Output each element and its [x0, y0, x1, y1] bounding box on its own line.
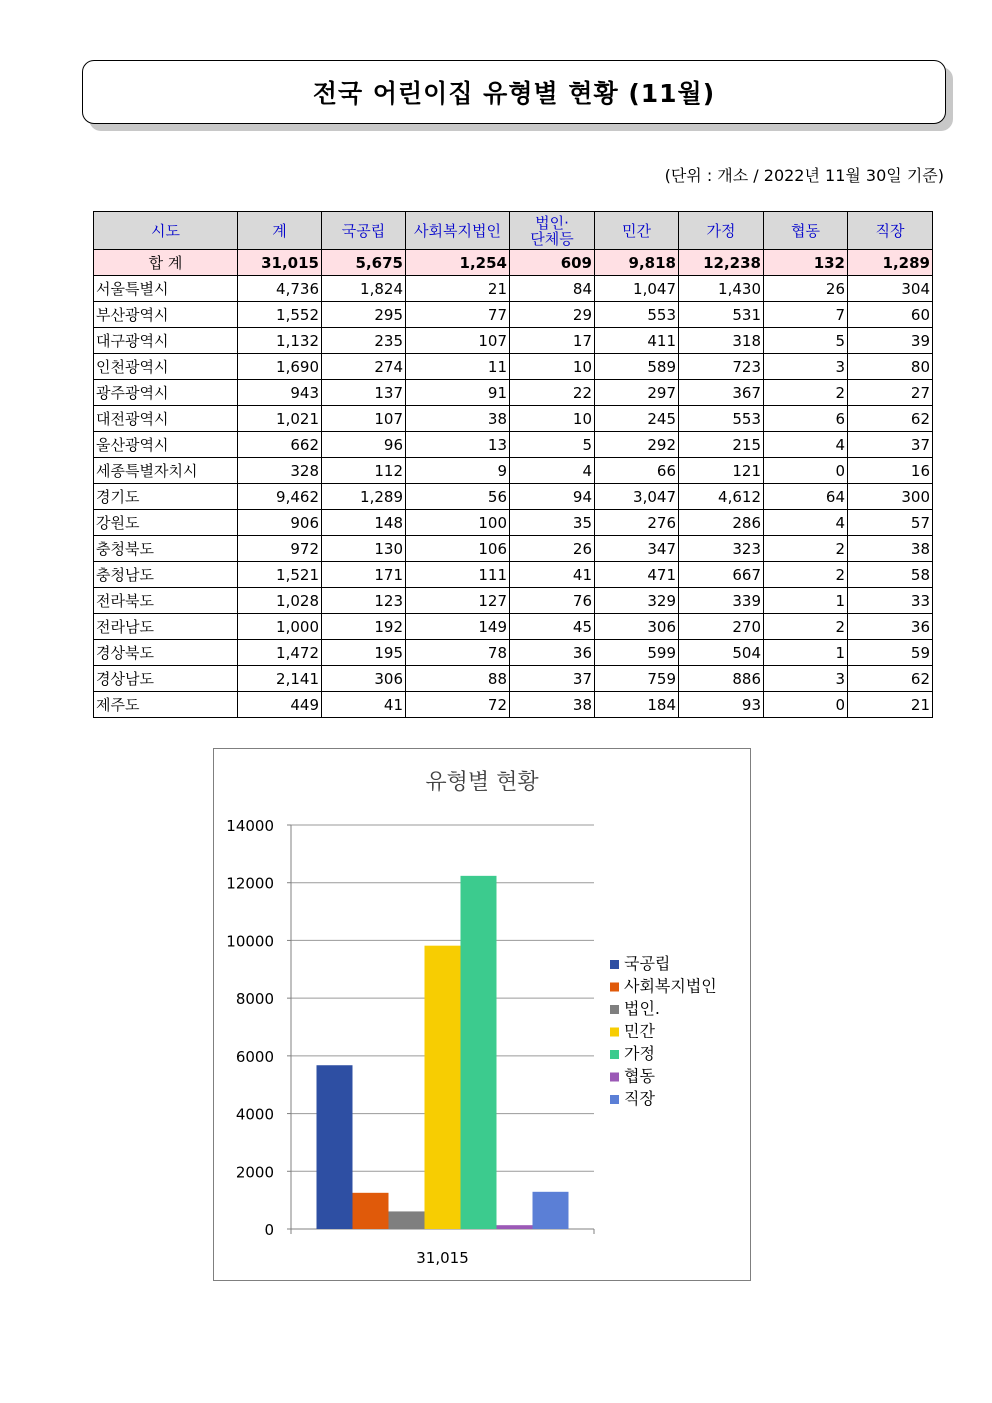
- value-cell: 553: [595, 302, 679, 328]
- total-row: [94, 250, 933, 276]
- value-cell: 286: [679, 510, 764, 536]
- value-cell: 723: [679, 354, 764, 380]
- value-cell: 37: [510, 666, 595, 692]
- value-cell: 4: [764, 510, 848, 536]
- region-cell: 경상남도: [94, 666, 238, 692]
- value-cell: 276: [595, 510, 679, 536]
- value-cell: 1,289: [322, 484, 406, 510]
- legend-swatch: [610, 960, 619, 969]
- legend-swatch: [610, 1095, 619, 1104]
- value-cell: 107: [322, 406, 406, 432]
- region-cell: 인천광역시: [94, 354, 238, 380]
- legend-label: 가정: [624, 1044, 655, 1063]
- value-cell: 1,690: [238, 354, 322, 380]
- table-row: [94, 692, 933, 718]
- y-tick-label: 14000: [226, 817, 274, 835]
- value-cell: 72: [406, 692, 510, 718]
- value-cell: 4: [764, 432, 848, 458]
- value-cell: 21: [848, 692, 933, 718]
- bar-chart: [214, 749, 750, 1280]
- value-cell: 1,521: [238, 562, 322, 588]
- value-cell: 318: [679, 328, 764, 354]
- value-cell: 1,028: [238, 588, 322, 614]
- value-cell: 906: [238, 510, 322, 536]
- region-cell: 경기도: [94, 484, 238, 510]
- legend-label: 민간: [624, 1021, 655, 1041]
- value-cell: 36: [510, 640, 595, 666]
- value-cell: 149: [406, 614, 510, 640]
- legend-swatch: [610, 1050, 619, 1059]
- value-cell: 39: [848, 328, 933, 354]
- bar-3: [389, 1211, 425, 1229]
- table-row: [94, 406, 933, 432]
- value-cell: 0: [764, 692, 848, 718]
- value-cell: 106: [406, 536, 510, 562]
- table-row: [94, 510, 933, 536]
- legend-label: 사회복지법인: [624, 976, 717, 996]
- table-row: [94, 380, 933, 406]
- value-cell: 192: [322, 614, 406, 640]
- value-cell: 62: [848, 406, 933, 432]
- value-cell: 66: [595, 458, 679, 484]
- value-cell: 10: [510, 354, 595, 380]
- value-cell: 2: [764, 380, 848, 406]
- region-cell: 제주도: [94, 692, 238, 718]
- bar-2: [353, 1193, 389, 1229]
- value-cell: 130: [322, 536, 406, 562]
- value-cell: 10: [510, 406, 595, 432]
- value-cell: 504: [679, 640, 764, 666]
- value-cell: 411: [595, 328, 679, 354]
- value-cell: 36: [848, 614, 933, 640]
- bar-4: [425, 946, 461, 1229]
- table-row: [94, 458, 933, 484]
- legend-label: 직장: [624, 1089, 655, 1108]
- value-cell: 297: [595, 380, 679, 406]
- value-cell: 37: [848, 432, 933, 458]
- value-cell: 11: [406, 354, 510, 380]
- header-cell: 직장: [848, 212, 933, 250]
- value-cell: 1,824: [322, 276, 406, 302]
- value-cell: 886: [679, 666, 764, 692]
- region-cell: 충청남도: [94, 562, 238, 588]
- value-cell: 137: [322, 380, 406, 406]
- value-cell: 45: [510, 614, 595, 640]
- value-cell: 96: [322, 432, 406, 458]
- value-cell: 367: [679, 380, 764, 406]
- value-cell: 329: [595, 588, 679, 614]
- region-cell: 경상북도: [94, 640, 238, 666]
- table-row: [94, 354, 933, 380]
- value-cell: 93: [679, 692, 764, 718]
- value-cell: 531: [679, 302, 764, 328]
- value-cell: 1,132: [238, 328, 322, 354]
- unit-note: (단위 : 개소 / 2022년 11월 30일 기준): [664, 166, 944, 185]
- value-cell: 943: [238, 380, 322, 406]
- region-cell: 강원도: [94, 510, 238, 536]
- region-cell: 대구광역시: [94, 328, 238, 354]
- value-cell: 77: [406, 302, 510, 328]
- value-cell: 62: [848, 666, 933, 692]
- value-cell: 5: [764, 328, 848, 354]
- value-cell: 21: [406, 276, 510, 302]
- value-cell: 107: [406, 328, 510, 354]
- value-cell: 22: [510, 380, 595, 406]
- chart-container: [213, 748, 751, 1281]
- value-cell: 4,612: [679, 484, 764, 510]
- region-cell: 전라남도: [94, 614, 238, 640]
- value-cell: 16: [848, 458, 933, 484]
- value-cell: 88: [406, 666, 510, 692]
- total-cell: 9,818: [595, 250, 679, 276]
- value-cell: 1,430: [679, 276, 764, 302]
- header-cell: 사회복지법인: [406, 212, 510, 250]
- value-cell: 4: [510, 458, 595, 484]
- table-row: [94, 276, 933, 302]
- total-label: 합 계: [94, 250, 238, 276]
- value-cell: 112: [322, 458, 406, 484]
- value-cell: 2: [764, 614, 848, 640]
- value-cell: 235: [322, 328, 406, 354]
- value-cell: 2,141: [238, 666, 322, 692]
- title-box: [82, 60, 946, 124]
- value-cell: 78: [406, 640, 510, 666]
- value-cell: 13: [406, 432, 510, 458]
- value-cell: 1: [764, 588, 848, 614]
- value-cell: 41: [510, 562, 595, 588]
- value-cell: 553: [679, 406, 764, 432]
- value-cell: 59: [848, 640, 933, 666]
- value-cell: 17: [510, 328, 595, 354]
- value-cell: 5: [510, 432, 595, 458]
- value-cell: 1,472: [238, 640, 322, 666]
- value-cell: 449: [238, 692, 322, 718]
- value-cell: 295: [322, 302, 406, 328]
- header-cell: 시도: [94, 212, 238, 250]
- value-cell: 9: [406, 458, 510, 484]
- total-cell: 1,254: [406, 250, 510, 276]
- legend-swatch: [610, 983, 619, 992]
- legend-label: 협동: [624, 1066, 655, 1086]
- value-cell: 76: [510, 588, 595, 614]
- value-cell: 292: [595, 432, 679, 458]
- value-cell: 2: [764, 562, 848, 588]
- region-cell: 세종특별자치시: [94, 458, 238, 484]
- table-row: [94, 614, 933, 640]
- total-cell: 31,015: [238, 250, 322, 276]
- value-cell: 64: [764, 484, 848, 510]
- value-cell: 2: [764, 536, 848, 562]
- region-cell: 대전광역시: [94, 406, 238, 432]
- legend-swatch: [610, 1028, 619, 1037]
- y-tick-label: 8000: [235, 990, 274, 1009]
- value-cell: 1: [764, 640, 848, 666]
- value-cell: 6: [764, 406, 848, 432]
- total-cell: 12,238: [679, 250, 764, 276]
- stats-table: [93, 211, 933, 718]
- table-row: [94, 536, 933, 562]
- bar-1: [317, 1065, 353, 1229]
- value-cell: 29: [510, 302, 595, 328]
- value-cell: 1,021: [238, 406, 322, 432]
- value-cell: 972: [238, 536, 322, 562]
- value-cell: 245: [595, 406, 679, 432]
- region-cell: 울산광역시: [94, 432, 238, 458]
- value-cell: 9,462: [238, 484, 322, 510]
- value-cell: 215: [679, 432, 764, 458]
- value-cell: 84: [510, 276, 595, 302]
- value-cell: 1,000: [238, 614, 322, 640]
- header-cell: 법인· 단체등: [510, 212, 595, 250]
- value-cell: 4,736: [238, 276, 322, 302]
- value-cell: 3: [764, 666, 848, 692]
- value-cell: 111: [406, 562, 510, 588]
- y-tick-label: 0: [264, 1221, 274, 1239]
- region-cell: 전라북도: [94, 588, 238, 614]
- value-cell: 662: [238, 432, 322, 458]
- y-tick-label: 2000: [235, 1163, 274, 1182]
- value-cell: 306: [595, 614, 679, 640]
- table-row: [94, 666, 933, 692]
- y-tick-label: 10000: [226, 932, 274, 951]
- value-cell: 7: [764, 302, 848, 328]
- value-cell: 38: [510, 692, 595, 718]
- value-cell: 3: [764, 354, 848, 380]
- legend-label: 국공립: [624, 954, 671, 973]
- y-tick-label: 6000: [235, 1047, 274, 1066]
- page-title: 전국 어린이집 유형별 현황 (11월): [312, 79, 716, 108]
- value-cell: 27: [848, 380, 933, 406]
- table-header-row: [94, 212, 933, 250]
- value-cell: 195: [322, 640, 406, 666]
- x-category-label: 31,015: [416, 1249, 469, 1267]
- value-cell: 26: [510, 536, 595, 562]
- value-cell: 599: [595, 640, 679, 666]
- value-cell: 304: [848, 276, 933, 302]
- value-cell: 60: [848, 302, 933, 328]
- value-cell: 323: [679, 536, 764, 562]
- value-cell: 300: [848, 484, 933, 510]
- value-cell: 274: [322, 354, 406, 380]
- value-cell: 270: [679, 614, 764, 640]
- table-row: [94, 588, 933, 614]
- value-cell: 80: [848, 354, 933, 380]
- value-cell: 347: [595, 536, 679, 562]
- header-cell: 협동: [764, 212, 848, 250]
- value-cell: 184: [595, 692, 679, 718]
- value-cell: 41: [322, 692, 406, 718]
- value-cell: 38: [848, 536, 933, 562]
- value-cell: 56: [406, 484, 510, 510]
- value-cell: 127: [406, 588, 510, 614]
- table-row: [94, 432, 933, 458]
- value-cell: 148: [322, 510, 406, 536]
- legend-swatch: [610, 1073, 619, 1082]
- value-cell: 33: [848, 588, 933, 614]
- value-cell: 100: [406, 510, 510, 536]
- chart-title: 유형별 현황: [425, 770, 539, 795]
- value-cell: 121: [679, 458, 764, 484]
- value-cell: 759: [595, 666, 679, 692]
- header-cell: 민간: [595, 212, 679, 250]
- value-cell: 94: [510, 484, 595, 510]
- table-row: [94, 562, 933, 588]
- value-cell: 0: [764, 458, 848, 484]
- value-cell: 58: [848, 562, 933, 588]
- header-cell: 계: [238, 212, 322, 250]
- y-tick-label: 4000: [235, 1105, 274, 1124]
- table-row: [94, 302, 933, 328]
- bar-6: [497, 1225, 533, 1229]
- value-cell: 171: [322, 562, 406, 588]
- value-cell: 38: [406, 406, 510, 432]
- value-cell: 35: [510, 510, 595, 536]
- legend-swatch: [610, 1005, 619, 1014]
- header-cell: 국공립: [322, 212, 406, 250]
- value-cell: 667: [679, 562, 764, 588]
- header-cell: 가정: [679, 212, 764, 250]
- value-cell: 26: [764, 276, 848, 302]
- total-cell: 132: [764, 250, 848, 276]
- value-cell: 471: [595, 562, 679, 588]
- value-cell: 328: [238, 458, 322, 484]
- value-cell: 589: [595, 354, 679, 380]
- value-cell: 91: [406, 380, 510, 406]
- value-cell: 339: [679, 588, 764, 614]
- value-cell: 306: [322, 666, 406, 692]
- region-cell: 광주광역시: [94, 380, 238, 406]
- total-cell: 609: [510, 250, 595, 276]
- total-cell: 1,289: [848, 250, 933, 276]
- value-cell: 57: [848, 510, 933, 536]
- bar-7: [533, 1192, 569, 1229]
- y-tick-label: 12000: [226, 874, 274, 893]
- table-row: [94, 328, 933, 354]
- table-row: [94, 484, 933, 510]
- value-cell: 123: [322, 588, 406, 614]
- table-row: [94, 640, 933, 666]
- region-cell: 서울특별시: [94, 276, 238, 302]
- value-cell: 3,047: [595, 484, 679, 510]
- region-cell: 충청북도: [94, 536, 238, 562]
- value-cell: 1,552: [238, 302, 322, 328]
- legend-label: 법인.: [624, 999, 660, 1018]
- value-cell: 1,047: [595, 276, 679, 302]
- bar-5: [461, 876, 497, 1229]
- total-cell: 5,675: [322, 250, 406, 276]
- region-cell: 부산광역시: [94, 302, 238, 328]
